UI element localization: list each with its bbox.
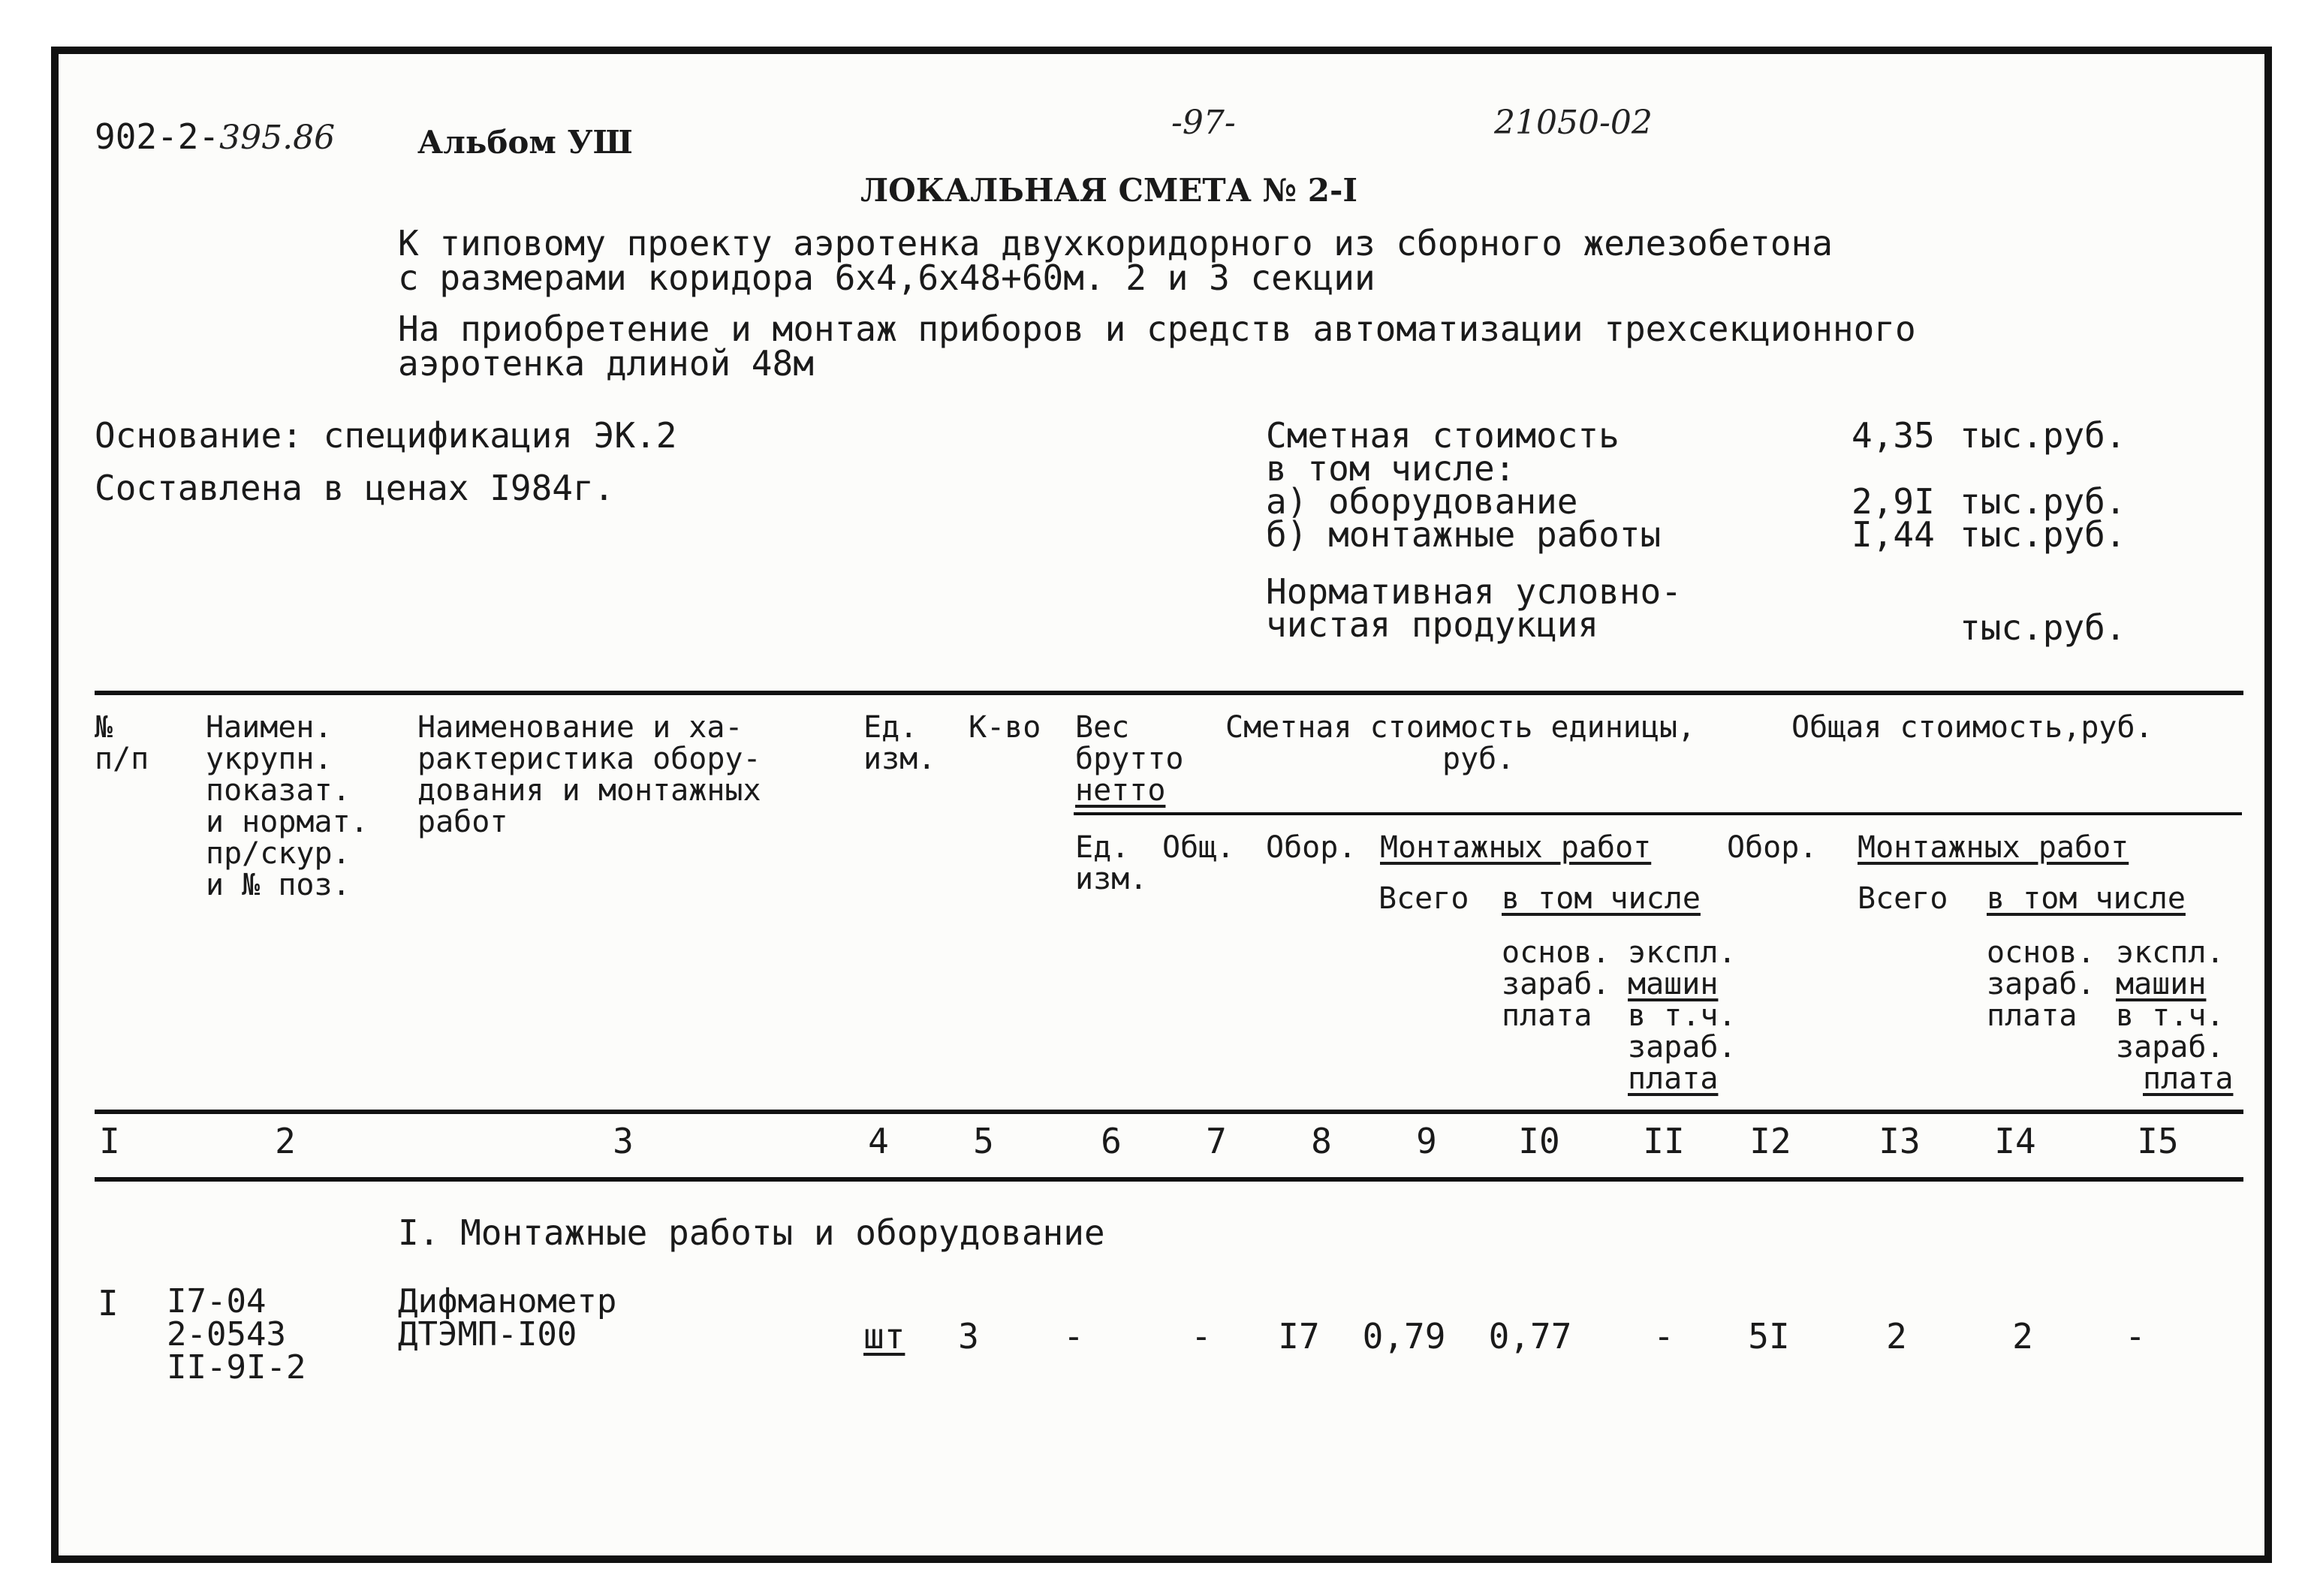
row-machines: - xyxy=(1653,1316,1674,1357)
subheader-machines-total-d: плата xyxy=(2143,1061,2234,1096)
col-header-weight-1: Вес xyxy=(1075,710,1130,745)
subheader-including-unit: в том числе xyxy=(1502,881,1701,916)
cost-value: 4,35 xyxy=(1852,415,1935,456)
table-top-rule xyxy=(95,691,2243,695)
row-equipment-unit: I7 xyxy=(1278,1316,1320,1357)
page-number: -97- xyxy=(1171,104,1236,142)
installation-value: I,44 xyxy=(1852,514,1935,555)
col-number-9: 9 xyxy=(1416,1121,1437,1161)
col-number-3: 3 xyxy=(613,1121,634,1161)
document-code-printed: 902-2- xyxy=(95,116,220,157)
subheader-installation-unit: Монтажных работ xyxy=(1380,830,1652,865)
subheader-all-unit: Всего xyxy=(1378,881,1469,916)
equipment-value: 2,9I xyxy=(1852,481,1935,522)
col-header-unit: Ед. изм. xyxy=(863,710,936,776)
including-label: в том числе: xyxy=(1266,448,1516,489)
equipment-label: а) оборудование xyxy=(1266,481,1578,522)
col-header-number: № п/п xyxy=(95,710,149,776)
normative-label-2: чистая продукция xyxy=(1266,604,1599,645)
cost-unit: тыс.руб. xyxy=(1960,415,2126,456)
col-number-4: 4 xyxy=(868,1121,889,1161)
col-header-weight-3: нетто xyxy=(1075,773,1166,808)
purpose-line-1: На приобретение и монтаж приборов и средств автоматизации трехсекционного xyxy=(398,309,1916,349)
header-bottom-rule xyxy=(95,1110,2243,1114)
purpose-line-2: аэротенка длиной 48м xyxy=(398,343,814,384)
col-header-weight-2: брутто xyxy=(1075,742,1184,776)
installation-label: б) монтажные работы xyxy=(1266,514,1662,555)
col-number-2: 2 xyxy=(275,1121,296,1161)
archive-number: 21050-02 xyxy=(1494,104,1653,142)
subheader-machines-unit-a: экспл. xyxy=(1628,935,1737,970)
subheader-machines-unit-c: в т.ч. зараб. xyxy=(1628,998,1737,1065)
estimate-title: ЛОКАЛЬНАЯ СМЕТА № 2-I xyxy=(860,172,1358,209)
row-unit: шт xyxy=(863,1316,905,1357)
normative-unit: тыс.руб. xyxy=(1960,607,2126,648)
subheader-unit: Ед. изм. xyxy=(1075,830,1148,896)
col-header-quantity: К-во xyxy=(969,710,1041,745)
installation-unit: тыс.руб. xyxy=(1960,514,2126,555)
row-code: I7-04 2-0543 II-9I-2 xyxy=(167,1282,306,1387)
document-code-handwritten: 395.86 xyxy=(219,119,336,157)
col-number-14: I4 xyxy=(1994,1121,2036,1161)
subheader-total: Общ. xyxy=(1162,830,1235,865)
col-number-15: I5 xyxy=(2137,1121,2179,1161)
subheader-all-total: Всего xyxy=(1858,881,1948,916)
row-equipment-total: 5I xyxy=(1748,1316,1790,1357)
subheader-wage-total: основ. зараб. плата xyxy=(1987,935,2096,1033)
col-number-13: I3 xyxy=(1879,1121,1921,1161)
subheader-machines-total-c: в т.ч. зараб. xyxy=(2116,998,2225,1065)
subheader-equipment-unit: Обор. xyxy=(1266,830,1357,865)
subheader-wage-unit: основ. зараб. плата xyxy=(1502,935,1610,1033)
col-header-total-cost: Общая стоимость,руб. xyxy=(1791,710,2153,745)
row-wage: 0,77 xyxy=(1488,1316,1572,1357)
row-weight-total: - xyxy=(1191,1316,1212,1357)
col-header-unit-cost: Сметная стоимость единицы, руб. xyxy=(1225,710,1696,776)
col-number-10: I0 xyxy=(1518,1121,1560,1161)
project-line-2: с размерами коридора 6х4,6х48+60м. 2 и 3 секции xyxy=(398,257,1375,298)
row-weight-unit: - xyxy=(1063,1316,1084,1357)
col-number-7: 7 xyxy=(1206,1121,1227,1161)
header-subrule xyxy=(1074,812,2242,815)
cost-label: Сметная стоимость xyxy=(1266,415,1620,456)
col-number-5: 5 xyxy=(973,1121,994,1161)
row-machines-total: - xyxy=(2125,1316,2146,1357)
row-quantity: 3 xyxy=(958,1316,979,1357)
numbers-bottom-rule xyxy=(95,1177,2243,1182)
col-number-12: I2 xyxy=(1749,1121,1791,1161)
album-label: Альбом УШ xyxy=(417,124,633,161)
col-number-1: I xyxy=(99,1121,120,1161)
row-number: I xyxy=(98,1283,119,1323)
row-name: Дифманометр ДТЭМП-I00 xyxy=(398,1282,617,1354)
subheader-equipment-total: Обор. xyxy=(1727,830,1818,865)
document-code xyxy=(95,116,336,157)
row-wage-total: 2 xyxy=(2012,1316,2033,1357)
row-installation-all: 0,79 xyxy=(1362,1316,1446,1357)
col-number-6: 6 xyxy=(1101,1121,1122,1161)
basis-text: Основание: спецификация ЭК.2 xyxy=(95,415,677,456)
col-header-indicator: Наимен. укрупн. показат. и нормат. пр/скур. и № поз. xyxy=(206,710,369,902)
col-number-11: II xyxy=(1643,1121,1685,1161)
section-title: I. Монтажные работы и оборудование xyxy=(398,1212,1105,1253)
project-line-1: К типовому проекту аэротенка двухкоридорного из сборного железобетона xyxy=(398,223,1833,263)
subheader-including-total: в том числе xyxy=(1987,881,2186,916)
normative-label-1: Нормативная условно- xyxy=(1266,571,1682,612)
row-installation-total: 2 xyxy=(1886,1316,1907,1357)
subheader-machines-total-b: машин xyxy=(2116,967,2207,1001)
subheader-machines-unit-d: плата xyxy=(1628,1061,1719,1096)
prices-text: Составлена в ценах I984г. xyxy=(95,468,615,508)
subheader-installation-total: Монтажных работ xyxy=(1858,830,2129,865)
col-header-name: Наименование и ха- рактеристика обору- дования и монтажных работ xyxy=(417,710,761,839)
subheader-machines-total-a: экспл. xyxy=(2116,935,2225,970)
equipment-unit: тыс.руб. xyxy=(1960,481,2126,522)
subheader-machines-unit-b: машин xyxy=(1628,967,1719,1001)
col-number-8: 8 xyxy=(1311,1121,1332,1161)
